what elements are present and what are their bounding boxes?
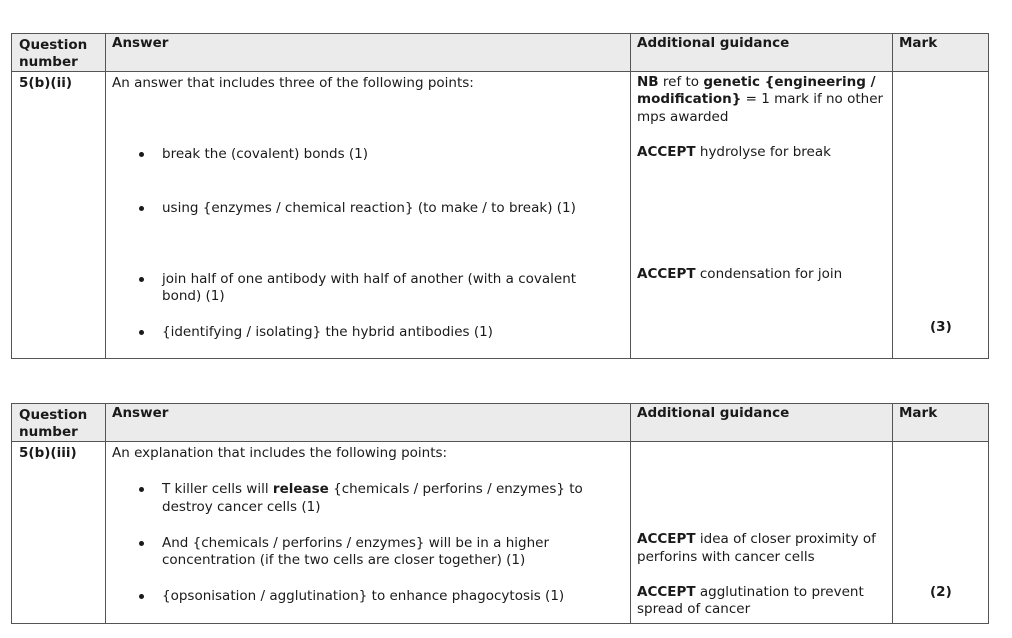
bullet	[139, 541, 144, 546]
mark-scheme-table-2	[11, 403, 989, 624]
divider	[105, 34, 106, 358]
question-number: 5(b)(iii)	[19, 445, 77, 461]
header-number: number	[19, 54, 78, 70]
answer-point: {identifying / isolating} the hybrid antibodies (1)	[162, 324, 493, 340]
answer-intro: An explanation that includes the following points:	[112, 445, 448, 461]
header-number: number	[19, 424, 78, 440]
bullet	[139, 487, 144, 492]
guidance-accept: perforins with cancer cells	[637, 549, 815, 565]
guidance-accept: ACCEPT idea of closer proximity of	[637, 531, 876, 547]
header-question: Question	[19, 407, 88, 423]
mark-value: (3)	[930, 319, 952, 335]
guidance-nb: NB ref to genetic {engineering /	[637, 74, 876, 90]
answer-point: And {chemicals / perforins / enzymes} will be in a higher	[162, 535, 550, 551]
bullet	[139, 594, 144, 599]
header-answer: Answer	[112, 405, 169, 421]
mark-scheme-table-1	[11, 33, 989, 359]
guidance-accept: ACCEPT hydrolyse for break	[637, 144, 831, 160]
answer-point: concentration (if the two cells are closer together) (1)	[162, 552, 526, 568]
divider	[892, 34, 893, 358]
answer-point: join half of one antibody with half of another (with a covalent	[162, 271, 577, 287]
answer-point: {opsonisation / agglutination} to enhance phagocytosis (1)	[162, 588, 565, 604]
header-mark: Mark	[899, 35, 938, 51]
answer-intro: An answer that includes three of the following points:	[112, 75, 474, 91]
bullet	[139, 330, 144, 335]
answer-point: using {enzymes / chemical reaction} (to make / to break) (1)	[162, 200, 576, 216]
bullet	[139, 152, 144, 157]
divider	[630, 34, 631, 358]
guidance-nb: modification} = 1 mark if no other	[637, 91, 884, 107]
header-guidance: Additional guidance	[637, 405, 790, 421]
header-mark: Mark	[899, 405, 938, 421]
header-guidance: Additional guidance	[637, 35, 790, 51]
divider	[892, 404, 893, 623]
mark-value: (2)	[930, 584, 952, 600]
guidance-accept: ACCEPT agglutination to prevent	[637, 584, 864, 600]
answer-point: break the (covalent) bonds (1)	[162, 146, 369, 162]
bullet	[139, 206, 144, 211]
header-question: Question	[19, 37, 88, 53]
question-number: 5(b)(ii)	[19, 75, 72, 91]
guidance-accept: spread of cancer	[637, 601, 751, 617]
bullet	[139, 277, 144, 282]
guidance-accept: ACCEPT condensation for join	[637, 266, 843, 282]
header-answer: Answer	[112, 35, 169, 51]
divider	[630, 404, 631, 623]
answer-point: bond) (1)	[162, 288, 225, 304]
answer-point: T killer cells will release {chemicals / perforins / enzymes} to	[162, 481, 583, 497]
answer-point: destroy cancer cells (1)	[162, 499, 321, 515]
guidance-nb: mps awarded	[637, 109, 729, 125]
divider	[105, 404, 106, 623]
